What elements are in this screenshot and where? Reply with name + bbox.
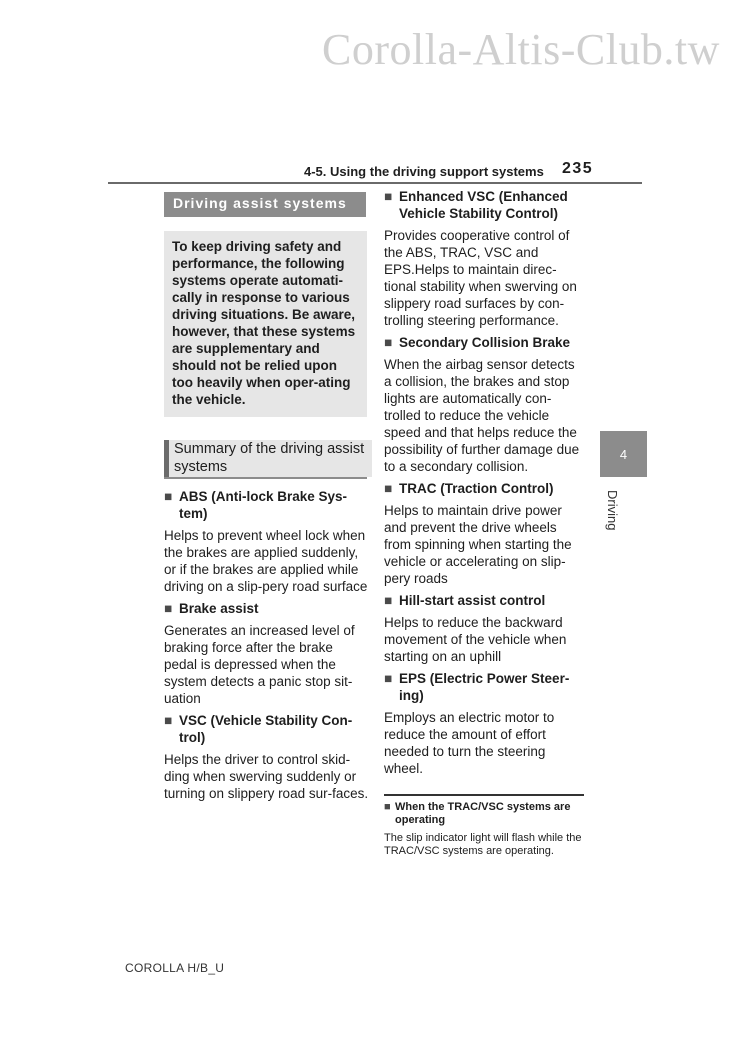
square-bullet-icon: ■ xyxy=(384,189,393,204)
note-body: The slip indicator light will flash while the TRAC/VSC systems are operating. xyxy=(384,832,582,857)
chapter-tab xyxy=(600,431,647,477)
item-title-text: EPS (Electric Power Steer-ing) xyxy=(399,671,570,703)
item-body-brake-assist: Generates an increased level of braking force after the brake pedal is depressed when the system detects a panic stop sit-uation xyxy=(164,623,355,706)
chapter-number: 4 xyxy=(619,446,628,462)
square-bullet-icon: ■ xyxy=(164,601,173,616)
square-bullet-icon: ■ xyxy=(384,593,393,608)
item-title-enhanced-vsc xyxy=(384,188,584,222)
square-bullet-icon: ■ xyxy=(384,481,393,496)
section-header-title: 4-5. Using the driving support systems xyxy=(304,164,544,179)
item-title-eps xyxy=(384,670,584,704)
item-title-secondary-collision-brake xyxy=(384,334,584,351)
item-body-abs: Helps to prevent wheel lock when the brakes are applied suddenly, or if the brakes are applied while driving on a slip-pery road surface xyxy=(164,528,368,594)
item-body-hill-start: Helps to reduce the backward movement of the vehicle when starting on an uphill xyxy=(384,615,567,664)
item-title-text: VSC (Vehicle Stability Con-trol) xyxy=(179,713,353,745)
note-title-text: When the TRAC/VSC systems are operating xyxy=(395,801,571,826)
item-title-vsc xyxy=(164,712,369,746)
subsection-rule xyxy=(164,477,367,479)
header-rule xyxy=(108,182,642,184)
item-body-vsc: Helps the driver to control skid-ding when swerving suddenly or turning on slippery road sur-faces. xyxy=(164,752,369,801)
item-title-text: Hill-start assist control xyxy=(399,593,546,608)
square-bullet-icon: ■ xyxy=(384,335,393,350)
square-bullet-icon: ■ xyxy=(164,713,173,728)
note-title xyxy=(384,801,584,827)
section-heading: Driving assist systems xyxy=(164,192,366,217)
square-bullet-icon: ■ xyxy=(164,489,173,504)
note-rule xyxy=(384,794,584,796)
footer-model-code: COROLLA H/B_U xyxy=(125,961,225,975)
item-body-enhanced-vsc: Provides cooperative control of the ABS, TRAC, VSC and EPS.Helps to maintain direc-tional stability when swerving on slippery road surfaces by con-trolling steering performance. xyxy=(384,228,577,328)
item-body-trac: Helps to maintain drive power and prevent the drive wheels from spinning when starting the vehicle or accelerating on slip-pery roads xyxy=(384,503,572,586)
item-title-text: Secondary Collision Brake xyxy=(399,335,571,350)
watermark: Corolla-Altis-Club.tw xyxy=(322,25,720,74)
chapter-label: Driving xyxy=(605,490,620,531)
square-bullet-icon: ■ xyxy=(384,801,391,813)
item-body-secondary-collision-brake: When the airbag sensor detects a collision, the brakes and stop lights are automatically con-trolled to reduce the vehicle speed and that helps reduce the possibility of further damage due to a secondary collision. xyxy=(384,357,580,474)
item-title-hill-start xyxy=(384,592,584,609)
item-title-brake-assist xyxy=(164,600,369,617)
page-number: 235 xyxy=(562,160,594,177)
item-title-trac xyxy=(384,480,584,497)
subsection-heading: Summary of the driving assist systems xyxy=(164,440,372,477)
intro-box: To keep driving safety and performance, the following systems operate automati-cally in response to various driving situations. Be aware, however, that these systems are supplementary and should not be relied upon too heavily when oper-ating the vehicle. xyxy=(164,231,367,417)
right-column xyxy=(384,188,584,869)
item-title-text: TRAC (Traction Control) xyxy=(399,481,554,496)
item-body-eps: Employs an electric motor to reduce the amount of effort needed to turn the steering wheel. xyxy=(384,710,555,776)
square-bullet-icon: ■ xyxy=(384,671,393,686)
item-title-abs xyxy=(164,488,369,522)
item-title-text: ABS (Anti-lock Brake Sys-tem) xyxy=(179,489,348,521)
item-title-text: Brake assist xyxy=(179,601,259,616)
left-column xyxy=(164,192,369,802)
item-title-text: Enhanced VSC (Enhanced Vehicle Stability Control) xyxy=(399,189,568,221)
